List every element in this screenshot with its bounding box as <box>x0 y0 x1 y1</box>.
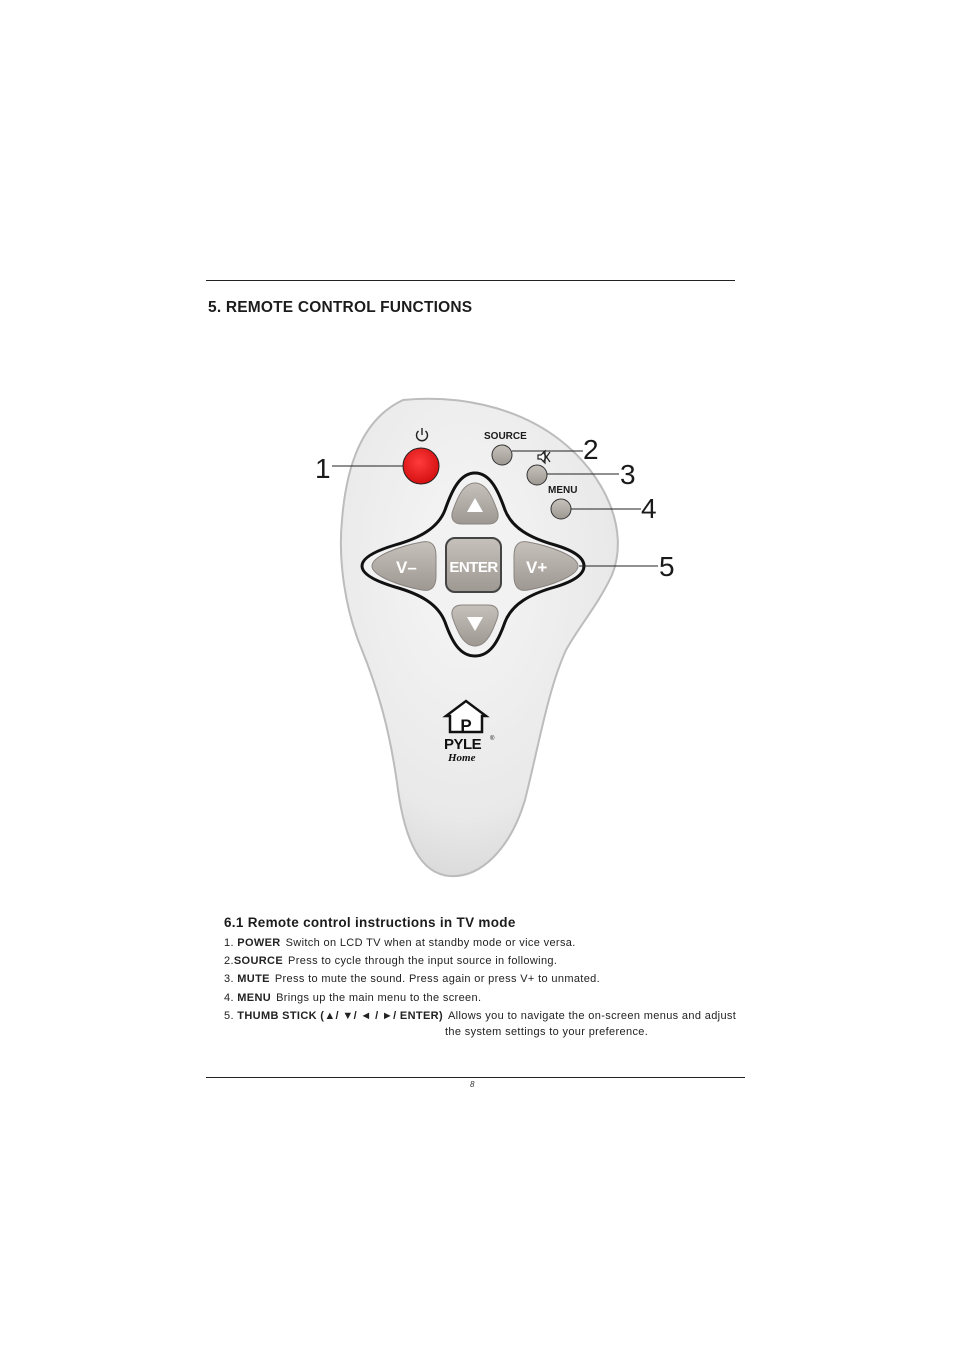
remote-control-figure <box>300 390 700 890</box>
instruction-key: SOURCE <box>233 955 284 967</box>
instruction-key: THUMB STICK (▲/ ▼/ ◄ / ►/ ENTER) <box>237 1010 443 1022</box>
power-button[interactable] <box>403 448 439 484</box>
instruction-item-thumb-stick: 5. THUMB STICK (▲/ ▼/ ◄ / ►/ ENTER) Allows you to navigate the on-screen menus and adjust <box>224 1010 737 1022</box>
instructions-title: 6.1 Remote control instructions in TV mode <box>224 915 516 930</box>
svg-text:PYLE: PYLE <box>444 736 482 753</box>
section-title: 5. REMOTE CONTROL FUNCTIONS <box>208 299 473 316</box>
enter-button[interactable] <box>446 538 501 592</box>
instruction-item-thumb-stick-continuation: the system settings to your preference. <box>445 1026 649 1038</box>
instruction-item-source: 2.SOURCE Press to cycle through the input source in following. <box>224 955 558 967</box>
svg-text:Home: Home <box>448 752 476 764</box>
bottom-rule <box>206 1077 745 1078</box>
top-rule <box>206 280 735 281</box>
volume-up-label: V+ <box>526 558 548 577</box>
volume-down-label: V– <box>396 558 417 577</box>
menu-button[interactable] <box>551 499 571 519</box>
instruction-item-power: 1. POWER Switch on LCD TV when at standby mode or vice versa. <box>224 937 576 949</box>
callout-1: 1 <box>315 453 331 484</box>
enter-label: ENTER <box>449 559 498 576</box>
source-label: SOURCE <box>484 431 527 442</box>
instruction-key: MENU <box>237 992 272 1004</box>
page-number: 8 <box>470 1080 475 1089</box>
mute-button[interactable] <box>527 465 547 485</box>
callout-3: 3 <box>620 459 636 490</box>
callout-4: 4 <box>641 493 657 524</box>
callout-5: 5 <box>659 551 675 582</box>
svg-text:®: ® <box>490 736 495 742</box>
instruction-item-mute: 3. MUTE Press to mute the sound. Press again or press V+ to unmated. <box>224 973 601 985</box>
svg-text:P: P <box>460 716 472 735</box>
instruction-item-menu: 4. MENU Brings up the main menu to the screen. <box>224 992 482 1004</box>
menu-label: MENU <box>548 485 578 496</box>
instruction-key: POWER <box>237 937 281 949</box>
source-button[interactable] <box>492 445 512 465</box>
callout-2: 2 <box>583 434 599 465</box>
instruction-key: MUTE <box>237 973 270 985</box>
